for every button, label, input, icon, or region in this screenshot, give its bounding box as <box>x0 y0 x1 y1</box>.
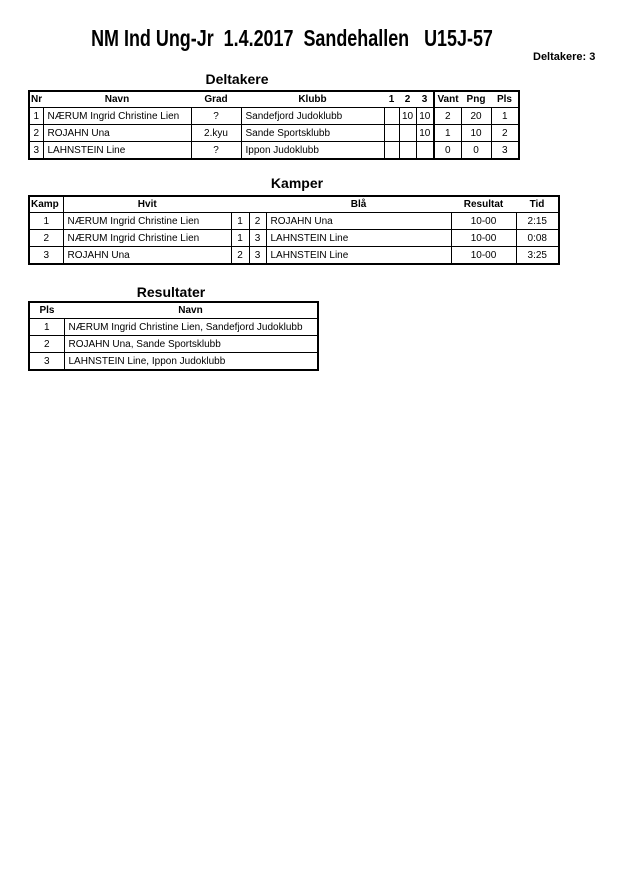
participant-name: LAHNSTEIN Line <box>43 142 191 160</box>
participant-grade: ? <box>191 142 241 160</box>
match-result: 10-00 <box>451 213 516 230</box>
col-header-tid: Tid <box>529 199 545 210</box>
participant-points: 10 <box>461 125 491 142</box>
placement-name: NÆRUM Ingrid Christine Lien, Sandefjord Judoklubb <box>64 319 318 336</box>
participant-nr: 2 <box>29 125 43 142</box>
placement-row <box>29 336 318 353</box>
blue-fighter-nr: 2 <box>249 213 266 230</box>
col-header-nr: Nr <box>31 94 43 105</box>
match-number: 1 <box>29 213 63 230</box>
page-title: NM Ind Ung-Jr 1.4.2017 Sandehallen U15J-57 <box>91 25 493 51</box>
participant-row <box>29 125 519 142</box>
match-row <box>29 247 559 265</box>
col-header-resultat: Resultat <box>463 199 504 210</box>
match2-score <box>399 125 416 142</box>
col-header-pls: Pls <box>39 305 55 316</box>
participant-name: ROJAHN Una <box>43 125 191 142</box>
col-header-hvit-nr <box>231 196 249 213</box>
match-number: 2 <box>29 230 63 247</box>
placement-name: LAHNSTEIN Line, Ippon Judoklubb <box>64 353 318 371</box>
participant-place: 2 <box>491 125 519 142</box>
white-fighter-name: NÆRUM Ingrid Christine Lien <box>63 213 231 230</box>
participant-nr: 3 <box>29 142 43 160</box>
col-header-blaa-nr <box>249 196 266 213</box>
kamper-table <box>28 195 558 265</box>
match2-score <box>399 142 416 160</box>
match-time: 0:08 <box>516 230 559 247</box>
match3-score: 10 <box>416 125 434 142</box>
participant-row <box>29 108 519 125</box>
col-header-hvit: Hvit <box>63 196 231 213</box>
participant-club: Ippon Judoklubb <box>241 142 384 160</box>
match-time: 2:15 <box>516 213 559 230</box>
white-fighter-nr: 1 <box>231 213 249 230</box>
kamper-section-heading: Kamper <box>270 175 324 191</box>
match1-score <box>384 125 399 142</box>
resultater-table <box>28 301 317 371</box>
white-fighter-name: ROJAHN Una <box>63 247 231 265</box>
col-header-kamp: Kamp <box>31 199 59 210</box>
resultater-section-heading: Resultater <box>136 284 206 300</box>
blue-fighter-name: LAHNSTEIN Line <box>266 247 451 265</box>
blue-fighter-name: LAHNSTEIN Line <box>266 230 451 247</box>
kamper-header-row <box>29 196 559 213</box>
participant-row <box>29 142 519 160</box>
participant-points: 20 <box>461 108 491 125</box>
placement-row <box>29 353 318 371</box>
participant-wins: 2 <box>434 108 461 125</box>
blue-fighter-nr: 3 <box>249 230 266 247</box>
match2-score: 10 <box>399 108 416 125</box>
blue-fighter-nr: 3 <box>249 247 266 265</box>
col-header-png: Png <box>466 94 486 105</box>
participant-wins: 0 <box>434 142 461 160</box>
participant-wins: 1 <box>434 125 461 142</box>
participant-grade: 2.kyu <box>191 125 241 142</box>
white-fighter-nr: 1 <box>231 230 249 247</box>
blue-fighter-name: ROJAHN Una <box>266 213 451 230</box>
col-header-blaa: Blå <box>350 199 367 210</box>
match-row <box>29 213 559 230</box>
match1-score <box>384 108 399 125</box>
participant-club: Sandefjord Judoklubb <box>241 108 384 125</box>
participant-nr: 1 <box>29 108 43 125</box>
match-result: 10-00 <box>451 247 516 265</box>
col-header-navn: Navn <box>178 305 203 316</box>
col-header-match2: 2 <box>404 94 411 105</box>
placement-number: 2 <box>29 336 64 353</box>
participant-points: 0 <box>461 142 491 160</box>
placement-row <box>29 319 318 336</box>
white-fighter-nr: 2 <box>231 247 249 265</box>
col-header-pls: Pls <box>496 94 512 105</box>
placement-number: 1 <box>29 319 64 336</box>
match-time: 3:25 <box>516 247 559 265</box>
participant-place: 1 <box>491 108 519 125</box>
col-header-navn: Navn <box>104 94 130 105</box>
col-header-vant: Vant <box>434 91 461 108</box>
deltakere-table <box>28 90 518 160</box>
participant-name: NÆRUM Ingrid Christine Lien <box>43 108 191 125</box>
placement-name: ROJAHN Una, Sande Sportsklubb <box>64 336 318 353</box>
participants-count-label: Deltakere: 3 <box>533 51 596 63</box>
match-row <box>29 230 559 247</box>
match1-score <box>384 142 399 160</box>
resultater-header-row <box>29 302 318 319</box>
match3-score <box>416 142 434 160</box>
match-number: 3 <box>29 247 63 265</box>
deltakere-section-heading: Deltakere <box>205 71 269 87</box>
match3-score: 10 <box>416 108 434 125</box>
participant-club: Sande Sportsklubb <box>241 125 384 142</box>
match-result: 10-00 <box>451 230 516 247</box>
col-header-grad: Grad <box>204 94 228 105</box>
col-header-match1: 1 <box>388 94 395 105</box>
placement-number: 3 <box>29 353 64 371</box>
white-fighter-name: NÆRUM Ingrid Christine Lien <box>63 230 231 247</box>
participant-place: 3 <box>491 142 519 160</box>
deltakere-header-row <box>29 91 519 108</box>
participant-grade: ? <box>191 108 241 125</box>
col-header-klubb: Klubb <box>298 94 327 105</box>
col-header-match3: 3 <box>421 94 428 105</box>
